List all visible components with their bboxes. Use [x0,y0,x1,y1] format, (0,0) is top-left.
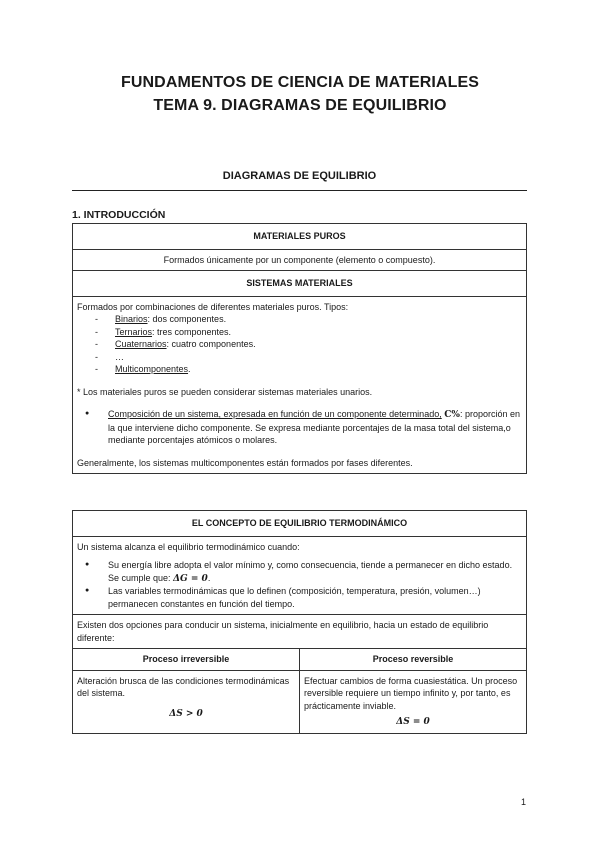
reversible-text: Efectuar cambios de forma cuasiestática. Un proceso reversible requiere un tiempo infinito y, por tanto, es prácticamente inviable. [304,675,518,711]
composicion-list [77,408,522,447]
list-item: ● Las variables termodinámicas que lo definen (composición, temperatura, presión, volumen…) permanecen constantes en función del tiempo. [83,585,522,610]
page-number: 1 [520,797,526,807]
equilibrium-table [72,510,527,734]
materials-table [72,223,527,474]
equilibrium-header: EL CONCEPTO DE EQUILIBRIO TERMODINÁMICO [73,511,527,537]
equilibrium-cell [73,536,527,615]
tipos-list [77,313,522,376]
document-title-line2: TEMA 9. DIAGRAMAS DE EQUILIBRIO [153,97,447,114]
section-divider [72,190,527,191]
equilibrium-intro: Un sistema alcanza el equilibrio termodinámico cuando: [77,541,300,552]
intro-heading: 1. INTRODUCCIÓN [72,209,166,221]
equilibrium-list [77,559,522,610]
list-item: ● Composición de un sistema, expresada en función de un componente determinado, C%: proporción en la que interviene dicho componente. Se expresa mediante porcentajes de la masa total del sistema,o mediante porcentajes atómicos o molares. [83,408,522,447]
options-text: Existen dos opciones para conducir un sistema, inicialmente en equilibrio, hacia un estado de equilibrio diferente: [73,615,527,649]
irreversible-title: Proceso irreversible [73,649,300,671]
irreversible-text: Alteración brusca de las condiciones termodinámicas del sistema. [77,675,290,698]
list-item: - Ternarios: tres componentes. [95,326,522,339]
reversible-cell [300,670,527,733]
sistemas-cell [73,296,527,474]
general-note: Generalmente, los sistemas multicomponentes están formados por fases diferentes. [77,457,413,468]
reversible-formula: ΔS = 0 [396,717,430,727]
puros-text: Formados únicamente por un componente (elemento o compuesto). [73,249,527,271]
reversible-title: Proceso reversible [300,649,527,671]
list-item: - Multicomponentes. [95,363,522,376]
document-title-line1: FUNDAMENTOS DE CIENCIA DE MATERIALES [121,74,479,91]
list-item: - Binarios: dos componentes. [95,313,522,326]
irreversible-cell [73,670,300,733]
list-item: - Cuaternarios: cuatro componentes. [95,338,522,351]
puros-header: MATERIALES PUROS [73,224,527,250]
list-item: - … [95,351,522,364]
unary-note: * Los materiales puros se pueden considerar sistemas materiales unarios. [77,386,373,397]
sistemas-intro: Formados por combinaciones de diferentes materiales puros. Tipos: [77,301,349,312]
list-item: ● Su energía libre adopta el valor mínimo y, como consecuencia, tiende a permanecer en dicho estado. Se cumple que: ΔG = 0. [83,559,522,585]
irreversible-formula: ΔS > 0 [169,708,203,719]
section-title: DIAGRAMAS DE EQUILIBRIO [222,170,377,182]
sistemas-header: SISTEMAS MATERIALES [73,271,527,297]
